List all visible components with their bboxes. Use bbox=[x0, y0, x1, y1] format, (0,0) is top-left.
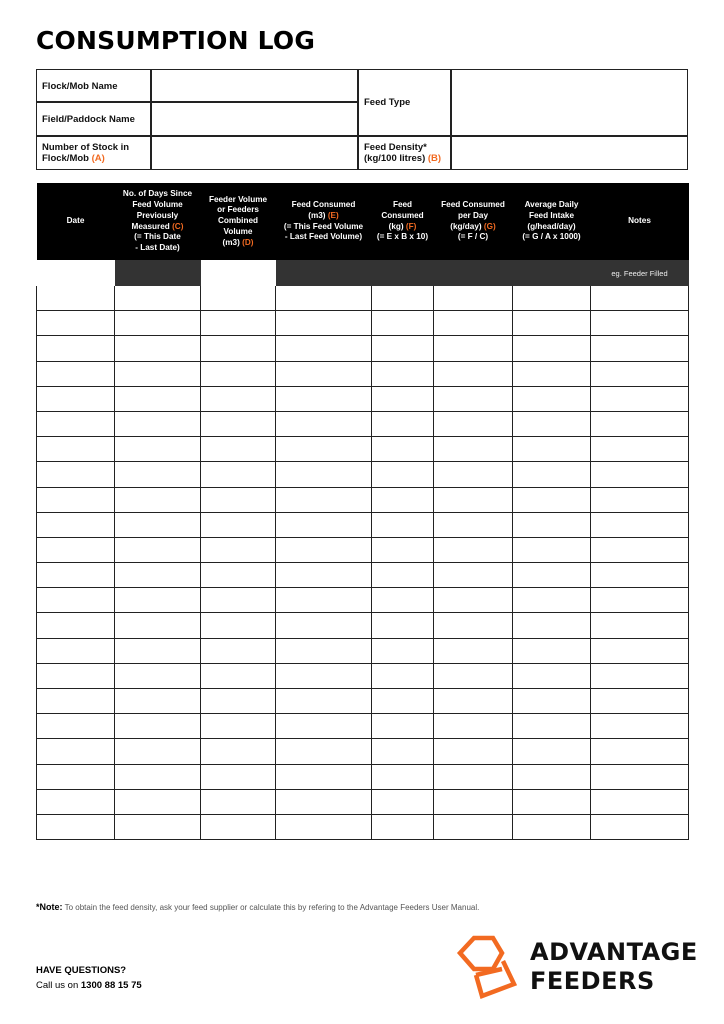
days-since-cell[interactable] bbox=[115, 638, 201, 663]
feed-consumed-kg-cell[interactable] bbox=[372, 563, 434, 588]
column-header-feed-consumed-kg bbox=[372, 183, 434, 261]
avg-daily-intake-cell[interactable] bbox=[513, 311, 591, 336]
days-since-cell[interactable] bbox=[115, 613, 201, 638]
header-line: Measured bbox=[131, 221, 170, 231]
table-row bbox=[37, 789, 689, 814]
feeder-volume-cell[interactable] bbox=[201, 739, 276, 764]
days-since-cell[interactable] bbox=[115, 689, 201, 714]
header-formula: (= This Feed Volume bbox=[283, 221, 364, 231]
shaded-cell bbox=[372, 261, 434, 286]
table-header-row bbox=[37, 183, 689, 261]
feed-consumed-m3-cell[interactable] bbox=[276, 588, 372, 613]
column-header-days-since bbox=[115, 183, 201, 261]
notes-cell[interactable] bbox=[591, 311, 689, 336]
feed-per-day-cell[interactable] bbox=[434, 764, 513, 789]
feed-consumed-m3-cell[interactable] bbox=[276, 512, 372, 537]
feeder-volume-cell[interactable] bbox=[201, 537, 276, 562]
contact-phone[interactable]: 1300 88 15 75 bbox=[80, 980, 142, 991]
avg-daily-intake-cell[interactable] bbox=[513, 462, 591, 487]
header-marker: (G) bbox=[483, 221, 496, 231]
header-line: per Day bbox=[457, 210, 489, 220]
date-cell[interactable] bbox=[37, 689, 115, 714]
header-line: or Feeders bbox=[217, 205, 259, 215]
feed-per-day-cell[interactable] bbox=[434, 814, 513, 839]
feeder-volume-cell[interactable] bbox=[201, 437, 276, 462]
avg-daily-intake-cell[interactable] bbox=[513, 437, 591, 462]
header-line: Consumed bbox=[381, 210, 424, 220]
feed-consumed-m3-cell[interactable] bbox=[276, 714, 372, 739]
feed-consumed-kg-cell[interactable] bbox=[372, 512, 434, 537]
contact-call-text: Call us on bbox=[36, 980, 81, 991]
header-marker: (C) bbox=[172, 221, 184, 231]
feed-per-day-cell[interactable] bbox=[434, 311, 513, 336]
date-cell[interactable] bbox=[37, 261, 115, 286]
feeder-volume-cell[interactable] bbox=[201, 311, 276, 336]
feed-consumed-m3-cell[interactable] bbox=[276, 764, 372, 789]
days-since-cell[interactable] bbox=[115, 714, 201, 739]
notes-cell[interactable] bbox=[591, 487, 689, 512]
feed-consumed-m3-cell[interactable] bbox=[276, 689, 372, 714]
days-since-cell[interactable] bbox=[115, 411, 201, 436]
page-title: CONSUMPTION LOG bbox=[36, 26, 316, 55]
feed-per-day-cell[interactable] bbox=[434, 789, 513, 814]
table-row bbox=[37, 311, 689, 336]
notes-cell[interactable] bbox=[591, 563, 689, 588]
days-since-cell[interactable] bbox=[115, 789, 201, 814]
notes-cell[interactable] bbox=[591, 588, 689, 613]
feed-per-day-cell[interactable] bbox=[434, 537, 513, 562]
header-line: Previously bbox=[136, 210, 179, 220]
feed-consumed-m3-cell[interactable] bbox=[276, 537, 372, 562]
header-line: Notes bbox=[628, 216, 651, 226]
feed-consumed-kg-cell[interactable] bbox=[372, 437, 434, 462]
feed-per-day-cell[interactable] bbox=[434, 437, 513, 462]
header-line: (m3) bbox=[308, 210, 326, 220]
consumption-log-table bbox=[36, 183, 689, 840]
avg-daily-intake-cell[interactable] bbox=[513, 487, 591, 512]
feeder-volume-cell[interactable] bbox=[201, 462, 276, 487]
table-row bbox=[37, 386, 689, 411]
feed-consumed-m3-cell[interactable] bbox=[276, 663, 372, 688]
days-since-cell[interactable] bbox=[115, 386, 201, 411]
avg-daily-intake-cell[interactable] bbox=[513, 361, 591, 386]
header-line: Average Daily bbox=[524, 199, 579, 209]
feed-consumed-kg-cell[interactable] bbox=[372, 311, 434, 336]
header-line: (kg) bbox=[388, 221, 404, 231]
notes-cell[interactable] bbox=[591, 512, 689, 537]
days-since-cell[interactable] bbox=[115, 512, 201, 537]
feeder-volume-cell[interactable] bbox=[201, 588, 276, 613]
notes-cell[interactable] bbox=[591, 537, 689, 562]
feed-consumed-m3-cell[interactable] bbox=[276, 487, 372, 512]
avg-daily-intake-cell[interactable] bbox=[513, 563, 591, 588]
header-line: Combined bbox=[217, 216, 259, 226]
header-line: Date bbox=[66, 216, 85, 226]
notes-cell[interactable] bbox=[591, 764, 689, 789]
info-table bbox=[36, 69, 688, 170]
days-since-cell[interactable] bbox=[115, 487, 201, 512]
date-cell[interactable] bbox=[37, 462, 115, 487]
table-row bbox=[37, 537, 689, 562]
feeder-volume-cell[interactable] bbox=[201, 336, 276, 361]
header-line: (m3) bbox=[222, 237, 240, 247]
notes-cell[interactable] bbox=[591, 411, 689, 436]
avg-daily-intake-cell[interactable] bbox=[513, 386, 591, 411]
header-marker: (E) bbox=[327, 210, 339, 220]
header-line: Feeder Volume bbox=[208, 194, 268, 204]
notes-cell[interactable] bbox=[591, 714, 689, 739]
feed-consumed-m3-cell[interactable] bbox=[276, 386, 372, 411]
feeder-volume-cell[interactable] bbox=[201, 663, 276, 688]
header-formula: (= This Date bbox=[134, 232, 181, 242]
table-row bbox=[37, 462, 689, 487]
avg-daily-intake-cell[interactable] bbox=[513, 764, 591, 789]
date-cell[interactable] bbox=[37, 588, 115, 613]
feed-per-day-cell[interactable] bbox=[434, 487, 513, 512]
date-cell[interactable] bbox=[37, 638, 115, 663]
table-row bbox=[37, 512, 689, 537]
notes-cell[interactable] bbox=[591, 437, 689, 462]
feeder-volume-cell[interactable] bbox=[201, 714, 276, 739]
feed-consumed-m3-cell[interactable] bbox=[276, 638, 372, 663]
date-cell[interactable] bbox=[37, 361, 115, 386]
column-header-date bbox=[37, 183, 115, 261]
feed-consumed-m3-cell[interactable] bbox=[276, 789, 372, 814]
days-since-cell[interactable] bbox=[115, 311, 201, 336]
notes-cell[interactable] bbox=[591, 613, 689, 638]
date-cell[interactable] bbox=[37, 336, 115, 361]
feed-consumed-m3-cell[interactable] bbox=[276, 462, 372, 487]
column-header-feed-per-day bbox=[434, 183, 513, 261]
stock-field[interactable] bbox=[152, 137, 357, 169]
table-row bbox=[37, 739, 689, 764]
date-cell[interactable] bbox=[37, 814, 115, 839]
date-cell[interactable] bbox=[37, 437, 115, 462]
date-cell[interactable] bbox=[37, 739, 115, 764]
days-since-cell[interactable] bbox=[115, 286, 201, 311]
example-row bbox=[37, 261, 689, 286]
feed-consumed-kg-cell[interactable] bbox=[372, 814, 434, 839]
notes-cell[interactable] bbox=[591, 663, 689, 688]
contact-heading: HAVE QUESTIONS? bbox=[36, 965, 127, 976]
notes-cell[interactable] bbox=[591, 286, 689, 311]
column-header-avg-daily-intake bbox=[513, 183, 591, 261]
table-row bbox=[37, 613, 689, 638]
feeder-volume-cell[interactable] bbox=[201, 689, 276, 714]
column-header-feeder-volume bbox=[201, 183, 276, 261]
feed-per-day-cell[interactable] bbox=[434, 462, 513, 487]
feeder-volume-cell[interactable] bbox=[201, 361, 276, 386]
avg-daily-intake-cell[interactable] bbox=[513, 537, 591, 562]
days-since-cell[interactable] bbox=[115, 336, 201, 361]
date-cell[interactable] bbox=[37, 613, 115, 638]
header-line: (g/head/day) bbox=[527, 221, 576, 231]
table-row bbox=[37, 814, 689, 839]
shaded-cell bbox=[115, 261, 201, 286]
notes-cell[interactable] bbox=[591, 336, 689, 361]
avg-daily-intake-cell[interactable] bbox=[513, 663, 591, 688]
footnote-label: *Note: bbox=[36, 902, 63, 912]
feed-per-day-cell[interactable] bbox=[434, 361, 513, 386]
feed-consumed-m3-cell[interactable] bbox=[276, 286, 372, 311]
contact-block bbox=[36, 963, 142, 993]
feed-consumed-m3-cell[interactable] bbox=[276, 437, 372, 462]
date-cell[interactable] bbox=[37, 789, 115, 814]
days-since-cell[interactable] bbox=[115, 563, 201, 588]
stock-label: Number of Stock in Flock/Mob (A) bbox=[42, 142, 130, 164]
table-row bbox=[37, 764, 689, 789]
header-formula: - Last Feed Volume) bbox=[284, 232, 363, 242]
table-row bbox=[37, 588, 689, 613]
notes-cell[interactable] bbox=[591, 361, 689, 386]
header-line: (kg/day) bbox=[450, 221, 482, 231]
feeder-volume-cell[interactable] bbox=[201, 764, 276, 789]
table-row bbox=[37, 663, 689, 688]
feed-per-day-cell[interactable] bbox=[434, 588, 513, 613]
days-since-cell[interactable] bbox=[115, 588, 201, 613]
feed-per-day-cell[interactable] bbox=[434, 613, 513, 638]
feed-consumed-m3-cell[interactable] bbox=[276, 563, 372, 588]
avg-daily-intake-cell[interactable] bbox=[513, 512, 591, 537]
feeder-volume-cell[interactable] bbox=[201, 261, 276, 286]
feed-consumed-m3-cell[interactable] bbox=[276, 814, 372, 839]
feed-consumed-m3-cell[interactable] bbox=[276, 613, 372, 638]
feeder-volume-cell[interactable] bbox=[201, 487, 276, 512]
header-line: Feed Intake bbox=[528, 210, 575, 220]
shaded-cell bbox=[276, 261, 372, 286]
notes-cell[interactable] bbox=[591, 814, 689, 839]
feeder-volume-cell[interactable] bbox=[201, 814, 276, 839]
field-name-field[interactable] bbox=[152, 103, 357, 135]
date-cell[interactable] bbox=[37, 386, 115, 411]
feed-consumed-kg-cell[interactable] bbox=[372, 789, 434, 814]
avg-daily-intake-cell[interactable] bbox=[513, 714, 591, 739]
avg-daily-intake-cell[interactable] bbox=[513, 613, 591, 638]
shaded-cell bbox=[434, 261, 513, 286]
shaded-cell bbox=[513, 261, 591, 286]
footnote-text: To obtain the feed density, ask your feed supplier or calculate this by refering to the Advantage Feeders User Manual. bbox=[62, 903, 480, 912]
table-row bbox=[37, 336, 689, 361]
days-since-cell[interactable] bbox=[115, 361, 201, 386]
date-cell[interactable] bbox=[37, 311, 115, 336]
feed-per-day-cell[interactable] bbox=[434, 563, 513, 588]
feeder-volume-cell[interactable] bbox=[201, 386, 276, 411]
table-row bbox=[37, 361, 689, 386]
avg-daily-intake-cell[interactable] bbox=[513, 588, 591, 613]
feed-type-field[interactable] bbox=[452, 70, 686, 135]
feeder-volume-cell[interactable] bbox=[201, 613, 276, 638]
example-note: eg. Feeder Filled bbox=[591, 261, 689, 286]
feed-per-day-cell[interactable] bbox=[434, 386, 513, 411]
avg-daily-intake-cell[interactable] bbox=[513, 689, 591, 714]
header-line: No. of Days Since bbox=[122, 189, 193, 199]
header-line: (= G / A x 1000) bbox=[522, 232, 581, 242]
feed-consumed-kg-cell[interactable] bbox=[372, 588, 434, 613]
column-header-notes bbox=[591, 183, 689, 261]
header-formula: (= F / C) bbox=[457, 232, 489, 242]
feeder-volume-cell[interactable] bbox=[201, 563, 276, 588]
feed-consumed-kg-cell[interactable] bbox=[372, 613, 434, 638]
table-row bbox=[37, 437, 689, 462]
feeder-volume-cell[interactable] bbox=[201, 789, 276, 814]
feed-per-day-cell[interactable] bbox=[434, 336, 513, 361]
feed-consumed-m3-cell[interactable] bbox=[276, 311, 372, 336]
feed-consumed-m3-cell[interactable] bbox=[276, 336, 372, 361]
header-line: Feed Volume bbox=[132, 199, 183, 209]
feed-per-day-cell[interactable] bbox=[434, 689, 513, 714]
avg-daily-intake-cell[interactable] bbox=[513, 814, 591, 839]
feed-per-day-cell[interactable] bbox=[434, 512, 513, 537]
feed-per-day-cell[interactable] bbox=[434, 411, 513, 436]
header-line: Volume bbox=[223, 226, 253, 236]
feed-per-day-cell[interactable] bbox=[434, 638, 513, 663]
feed-consumed-kg-cell[interactable] bbox=[372, 487, 434, 512]
feeder-volume-cell[interactable] bbox=[201, 286, 276, 311]
header-formula: - Last Date) bbox=[135, 243, 180, 253]
feed-consumed-kg-cell[interactable] bbox=[372, 336, 434, 361]
feed-consumed-kg-cell[interactable] bbox=[372, 714, 434, 739]
header-line: Feed Consumed bbox=[291, 199, 356, 209]
avg-daily-intake-cell[interactable] bbox=[513, 336, 591, 361]
days-since-cell[interactable] bbox=[115, 663, 201, 688]
feed-density-field[interactable] bbox=[452, 137, 686, 169]
avg-daily-intake-cell[interactable] bbox=[513, 286, 591, 311]
feed-consumed-kg-cell[interactable] bbox=[372, 361, 434, 386]
feed-consumed-kg-cell[interactable] bbox=[372, 537, 434, 562]
feed-consumed-kg-cell[interactable] bbox=[372, 663, 434, 688]
avg-daily-intake-cell[interactable] bbox=[513, 638, 591, 663]
notes-cell[interactable] bbox=[591, 386, 689, 411]
feed-consumed-kg-cell[interactable] bbox=[372, 638, 434, 663]
header-line: Feed bbox=[392, 199, 413, 209]
feed-consumed-kg-cell[interactable] bbox=[372, 411, 434, 436]
logo-text bbox=[530, 938, 698, 996]
avg-daily-intake-cell[interactable] bbox=[513, 739, 591, 764]
days-since-cell[interactable] bbox=[115, 462, 201, 487]
table-row bbox=[37, 411, 689, 436]
date-cell[interactable] bbox=[37, 563, 115, 588]
notes-cell[interactable] bbox=[591, 789, 689, 814]
date-cell[interactable] bbox=[37, 537, 115, 562]
table-row bbox=[37, 286, 689, 311]
table-body bbox=[37, 261, 689, 840]
notes-cell[interactable] bbox=[591, 739, 689, 764]
field-name-label: Field/Paddock Name bbox=[42, 113, 135, 125]
date-cell[interactable] bbox=[37, 764, 115, 789]
feeder-volume-cell[interactable] bbox=[201, 512, 276, 537]
notes-cell[interactable] bbox=[591, 462, 689, 487]
table-row bbox=[37, 689, 689, 714]
feed-consumed-kg-cell[interactable] bbox=[372, 689, 434, 714]
feed-consumed-m3-cell[interactable] bbox=[276, 739, 372, 764]
footnote bbox=[36, 902, 479, 912]
feed-consumed-m3-cell[interactable] bbox=[276, 361, 372, 386]
header-line: Feed Consumed bbox=[441, 199, 505, 209]
feed-density-label: Feed Density* (kg/100 litres) (B) bbox=[364, 142, 442, 164]
logo-line-1: ADVANTAGE bbox=[530, 938, 698, 966]
marker-a: (A) bbox=[91, 153, 105, 164]
days-since-cell[interactable] bbox=[115, 537, 201, 562]
days-since-cell[interactable] bbox=[115, 764, 201, 789]
feed-consumed-kg-cell[interactable] bbox=[372, 764, 434, 789]
feeder-volume-cell[interactable] bbox=[201, 411, 276, 436]
header-marker: (D) bbox=[242, 237, 254, 247]
flock-name-field[interactable] bbox=[152, 70, 357, 102]
date-cell[interactable] bbox=[37, 487, 115, 512]
days-since-cell[interactable] bbox=[115, 739, 201, 764]
date-cell[interactable] bbox=[37, 411, 115, 436]
date-cell[interactable] bbox=[37, 714, 115, 739]
header-formula: (= E x B x 10) bbox=[376, 232, 429, 242]
avg-daily-intake-cell[interactable] bbox=[513, 789, 591, 814]
logo-hexagon bbox=[460, 938, 502, 969]
table-row bbox=[37, 638, 689, 663]
feed-consumed-kg-cell[interactable] bbox=[372, 286, 434, 311]
feed-per-day-cell[interactable] bbox=[434, 739, 513, 764]
avg-daily-intake-cell[interactable] bbox=[513, 411, 591, 436]
days-since-cell[interactable] bbox=[115, 437, 201, 462]
date-cell[interactable] bbox=[37, 286, 115, 311]
marker-b: (B) bbox=[427, 153, 442, 164]
feeder-volume-cell[interactable] bbox=[201, 638, 276, 663]
feed-consumed-m3-cell[interactable] bbox=[276, 411, 372, 436]
feed-consumed-kg-cell[interactable] bbox=[372, 386, 434, 411]
notes-cell[interactable] bbox=[591, 689, 689, 714]
flock-name-label: Flock/Mob Name bbox=[42, 80, 118, 92]
table-row bbox=[37, 714, 689, 739]
date-cell[interactable] bbox=[37, 663, 115, 688]
date-cell[interactable] bbox=[37, 512, 115, 537]
feed-type-label: Feed Type bbox=[364, 97, 411, 108]
days-since-cell[interactable] bbox=[115, 814, 201, 839]
column-header-feed-consumed-m3 bbox=[276, 183, 372, 261]
logo-line-2: FEEDERS bbox=[530, 967, 655, 995]
table-row bbox=[37, 563, 689, 588]
notes-cell[interactable] bbox=[591, 638, 689, 663]
feed-per-day-cell[interactable] bbox=[434, 663, 513, 688]
header-marker: (F) bbox=[405, 221, 417, 231]
feed-per-day-cell[interactable] bbox=[434, 714, 513, 739]
feed-consumed-kg-cell[interactable] bbox=[372, 462, 434, 487]
feed-consumed-kg-cell[interactable] bbox=[372, 739, 434, 764]
feed-per-day-cell[interactable] bbox=[434, 286, 513, 311]
table-row bbox=[37, 487, 689, 512]
